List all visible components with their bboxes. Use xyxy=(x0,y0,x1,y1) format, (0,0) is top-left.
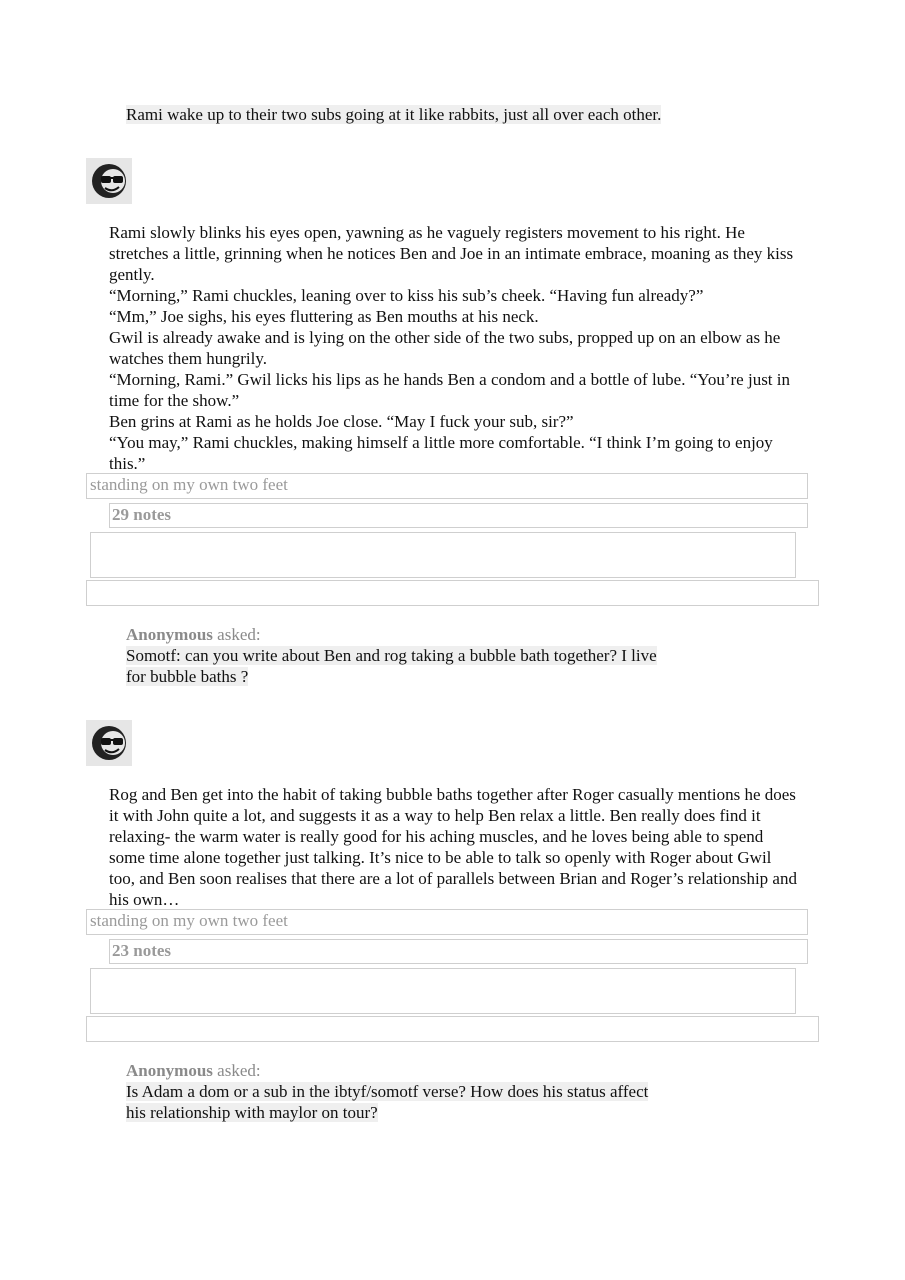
ask-question xyxy=(126,645,657,687)
ask-header xyxy=(126,1060,261,1081)
notes-count-label: 29 notes xyxy=(112,505,172,524)
ask-question-line: Somotf: can you write about Ben and rog taking a bubble bath together? I live xyxy=(126,646,657,665)
post-tag-label: standing on my own two feet xyxy=(90,475,288,494)
notes-count-label: 23 notes xyxy=(112,941,172,960)
post-body xyxy=(109,784,799,910)
post-paragraph: Ben grins at Rami as he holds Joe close. “May I fuck your sub, sir?” xyxy=(109,412,574,431)
post-paragraph: “Morning,” Rami chuckles, leaning over to kiss his sub’s cheek. “Having fun already?” xyxy=(109,286,704,305)
asked-label: asked: xyxy=(217,625,261,644)
post-actions-area xyxy=(90,968,796,1014)
ask-question-line: for bubble baths ? xyxy=(126,667,249,686)
avatar[interactable] xyxy=(86,720,132,766)
post-paragraph: Rog and Ben get into the habit of taking bubble baths together after Roger casually mentions he does it with John quite a lot, and suggests it as a way to help Ben relax a little. Ben really does find it relaxing- the warm water is really good for his aching muscles, and he loves being able to spend some time alone together just talking. It’s nice to be able to talk so openly with Roger about Gwil too, and Ben soon realises that there are a lot of parallels between Brian and Roger’s relationship and his own… xyxy=(109,785,797,909)
post-body xyxy=(109,222,799,474)
post-tag[interactable] xyxy=(86,909,808,935)
sunglasses-face-icon xyxy=(86,158,132,204)
notes-count[interactable] xyxy=(109,503,808,528)
post-tag[interactable] xyxy=(86,473,808,499)
ask-question-line: his relationship with maylor on tour? xyxy=(126,1103,378,1122)
avatar[interactable] xyxy=(86,158,132,204)
post-paragraph: “Morning, Rami.” Gwil licks his lips as he hands Ben a condom and a bottle of lube. “You’re just in time for the show.” xyxy=(109,370,791,410)
post-actions-area xyxy=(90,532,796,578)
ask-question-line: Is Adam a dom or a sub in the ibtyf/somotf verse? How does his status affect xyxy=(126,1082,649,1101)
post-separator xyxy=(86,1016,819,1042)
post-separator xyxy=(86,580,819,606)
ask-header xyxy=(126,624,261,645)
post-paragraph: Rami slowly blinks his eyes open, yawning as he vaguely registers movement to his right. He stretches a little, grinning when he notices Ben and Joe in an intimate embrace, moaning as they kiss gently. xyxy=(109,223,794,284)
sunglasses-face-icon xyxy=(86,720,132,766)
asker-name[interactable]: Anonymous xyxy=(126,1061,213,1080)
post-paragraph: Gwil is already awake and is lying on the other side of the two subs, propped up on an elbow as he watches them hungrily. xyxy=(109,328,781,368)
asker-name[interactable]: Anonymous xyxy=(126,625,213,644)
post-paragraph: “Mm,” Joe sighs, his eyes fluttering as Ben mouths at his neck. xyxy=(109,307,539,326)
post-paragraph: “You may,” Rami chuckles, making himself a little more comfortable. “I think I’m going to enjoy this.” xyxy=(109,433,773,473)
asked-label: asked: xyxy=(217,1061,261,1080)
answer-line xyxy=(126,104,661,125)
answer-text: Rami wake up to their two subs going at it like rabbits, just all over each other. xyxy=(126,105,662,124)
post-tag-label: standing on my own two feet xyxy=(90,911,288,930)
notes-count[interactable] xyxy=(109,939,808,964)
ask-question xyxy=(126,1081,648,1123)
